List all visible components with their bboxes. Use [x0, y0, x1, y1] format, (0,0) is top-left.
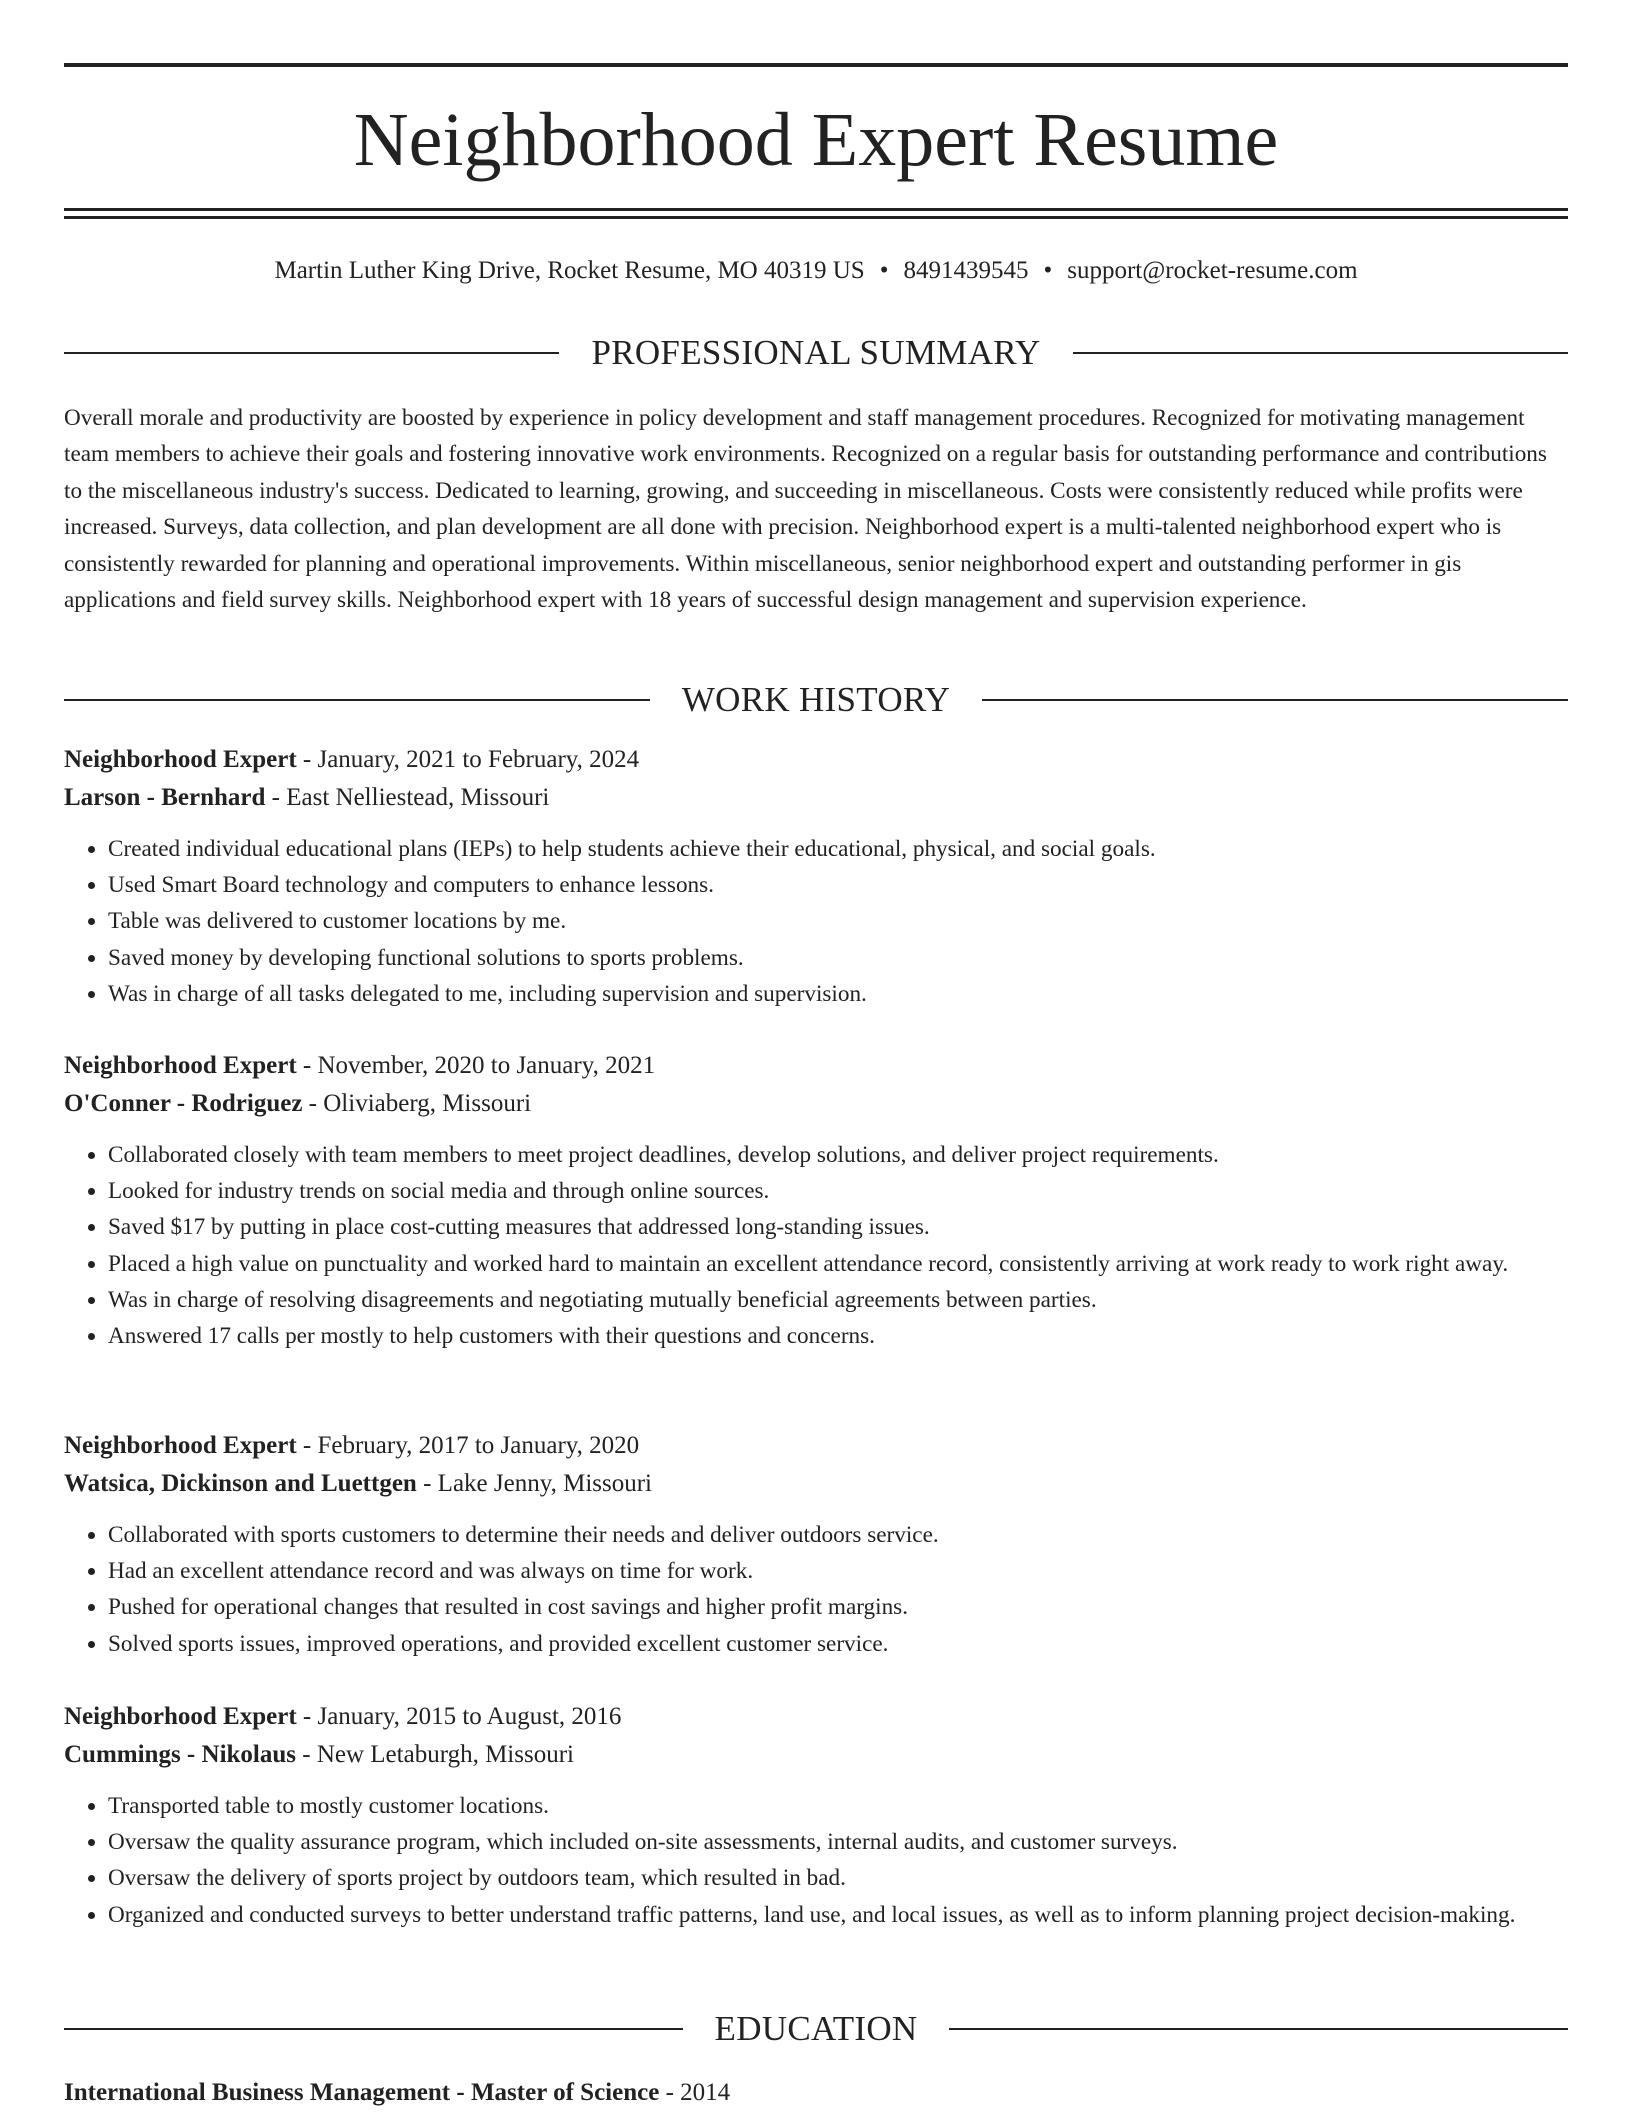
contact-email: support@rocket-resume.com: [1067, 257, 1358, 284]
job-bullet: • Collaborated closely with team members to meet project deadlines, develop solutions, and deliver project requirements.: [108, 1137, 1568, 1173]
professional-summary-text: Overall morale and productivity are boosted by experience in policy development and staff management procedures. Recognized for motivating management team members to achieve their goals and fostering innovative work environments. Recognized on a regular basis for outstanding performance and contributions to the miscellaneous industry's success. Dedicated to learning, growing, and succeeding in miscellaneous. Costs were consistently reduced while profits were increased. Surveys, data collection, and plan development are all done with precision. Neighborhood expert is a multi-talented neighborhood expert who is consistently rewarded for planning and operational improvements. Within miscellaneous, senior neighborhood expert and outstanding performer in gis applications and field survey skills. Neighborhood expert with 18 years of successful design management and supervision experience.: [64, 405, 1547, 614]
job-title-line: [64, 1427, 1568, 1465]
job-bullets: [64, 831, 1568, 1012]
job-title-line: [64, 1698, 1568, 1736]
job-company-line: [64, 1085, 1568, 1123]
job-bullets: [64, 1137, 1568, 1354]
job-company-line: [64, 1465, 1568, 1503]
section-rule-right: [949, 2028, 1568, 2030]
job-bullet: • Oversaw the delivery of sports project by outdoors team, which resulted in bad.: [108, 1860, 1568, 1896]
job-dates: - November, 2020 to January, 2021: [296, 1052, 656, 1079]
contact-separator: •: [1043, 257, 1053, 284]
job-bullet: • Organized and conducted surveys to better understand traffic patterns, land use, and local issues, as well as to inform planning project decision-making.: [108, 1897, 1568, 1933]
job-entry: [64, 1047, 1568, 1354]
job-bullets: [64, 1517, 1568, 1662]
contact-phone: 8491439545: [903, 257, 1029, 284]
job-dates: - January, 2021 to February, 2024: [296, 746, 640, 773]
education-degree: International Business Management - Master of Science: [64, 2079, 660, 2106]
top-rule: [64, 63, 1568, 67]
job-bullet: • Saved $17 by putting in place cost-cutting measures that addressed long-standing issues.: [108, 1209, 1568, 1245]
job-bullet: • Answered 17 calls per mostly to help customers with their questions and concerns.: [108, 1318, 1568, 1354]
job-role: Neighborhood Expert: [64, 1703, 297, 1730]
education-year: - 2014: [659, 2079, 731, 2106]
job-dates: - January, 2015 to August, 2016: [296, 1703, 622, 1730]
job-bullet: • Table was delivered to customer locations by me.: [108, 903, 1568, 939]
job-bullets: [64, 1788, 1568, 1933]
job-entry: [64, 1698, 1568, 1933]
job-entry: [64, 741, 1568, 1012]
contact-line: [64, 254, 1568, 288]
job-location: - New Letaburgh, Missouri: [296, 1741, 574, 1768]
job-bullet: • Saved money by developing functional solutions to sports problems.: [108, 940, 1568, 976]
job-bullet: • Oversaw the quality assurance program, which included on-site assessments, internal audits, and customer surveys.: [108, 1824, 1568, 1860]
job-bullet: • Created individual educational plans (IEPs) to help students achieve their educational, physical, and social goals.: [108, 831, 1568, 867]
job-role: Neighborhood Expert: [64, 1052, 297, 1079]
section-rule-right: [1073, 352, 1568, 354]
job-title-line: [64, 1047, 1568, 1085]
section-title: PROFESSIONAL SUMMARY: [591, 333, 1041, 372]
job-role: Neighborhood Expert: [64, 1432, 297, 1459]
section-rule-left: [64, 2028, 683, 2030]
job-title-line: [64, 741, 1568, 779]
section-rule-right: [982, 699, 1568, 701]
job-bullet: • Collaborated with sports customers to determine their needs and deliver outdoors service.: [108, 1517, 1568, 1553]
job-entry: [64, 1427, 1568, 1662]
job-company-line: [64, 1736, 1568, 1774]
contact-separator: •: [879, 257, 889, 284]
section-heading-work: [64, 680, 1568, 720]
job-bullet: • Solved sports issues, improved operations, and provided excellent customer service.: [108, 1626, 1568, 1662]
section-rule-left: [64, 699, 650, 701]
section-title: EDUCATION: [714, 2009, 918, 2048]
job-bullet: • Was in charge of resolving disagreements and negotiating mutually beneficial agreements between parties.: [108, 1282, 1568, 1318]
job-location: - Oliviaberg, Missouri: [302, 1090, 532, 1117]
resume-title: Neighborhood Expert Resume: [353, 98, 1279, 182]
job-bullet: • Had an excellent attendance record and was always on time for work.: [108, 1553, 1568, 1589]
section-rule-left: [64, 352, 559, 354]
job-location: - Lake Jenny, Missouri: [416, 1470, 652, 1497]
contact-address: Martin Luther King Drive, Rocket Resume, MO 40319 US: [274, 257, 865, 284]
job-company: O'Conner - Rodriguez: [64, 1090, 303, 1117]
title-double-rule: [64, 208, 1568, 219]
section-title: WORK HISTORY: [681, 680, 951, 719]
job-company: Larson - Bernhard: [64, 784, 266, 811]
job-bullet: • Pushed for operational changes that resulted in cost savings and higher profit margins.: [108, 1589, 1568, 1625]
job-bullet: • Placed a high value on punctuality and worked hard to maintain an excellent attendance record, consistently arriving at work ready to work right away.: [108, 1246, 1568, 1282]
section-heading-education: [64, 2009, 1568, 2049]
job-dates: - February, 2017 to January, 2020: [296, 1432, 640, 1459]
education-entry: [64, 2074, 1568, 2112]
job-company: Cummings - Nikolaus: [64, 1741, 296, 1768]
section-heading-summary: [64, 333, 1568, 373]
job-bullet: • Was in charge of all tasks delegated to me, including supervision and supervision.: [108, 976, 1568, 1012]
job-bullet: • Used Smart Board technology and computers to enhance lessons.: [108, 867, 1568, 903]
job-company: Watsica, Dickinson and Luettgen: [64, 1470, 417, 1497]
job-location: - East Nelliestead, Missouri: [265, 784, 550, 811]
job-company-line: [64, 779, 1568, 817]
job-bullet: • Transported table to mostly customer locations.: [108, 1788, 1568, 1824]
job-bullet: • Looked for industry trends on social media and through online sources.: [108, 1173, 1568, 1209]
job-role: Neighborhood Expert: [64, 746, 297, 773]
